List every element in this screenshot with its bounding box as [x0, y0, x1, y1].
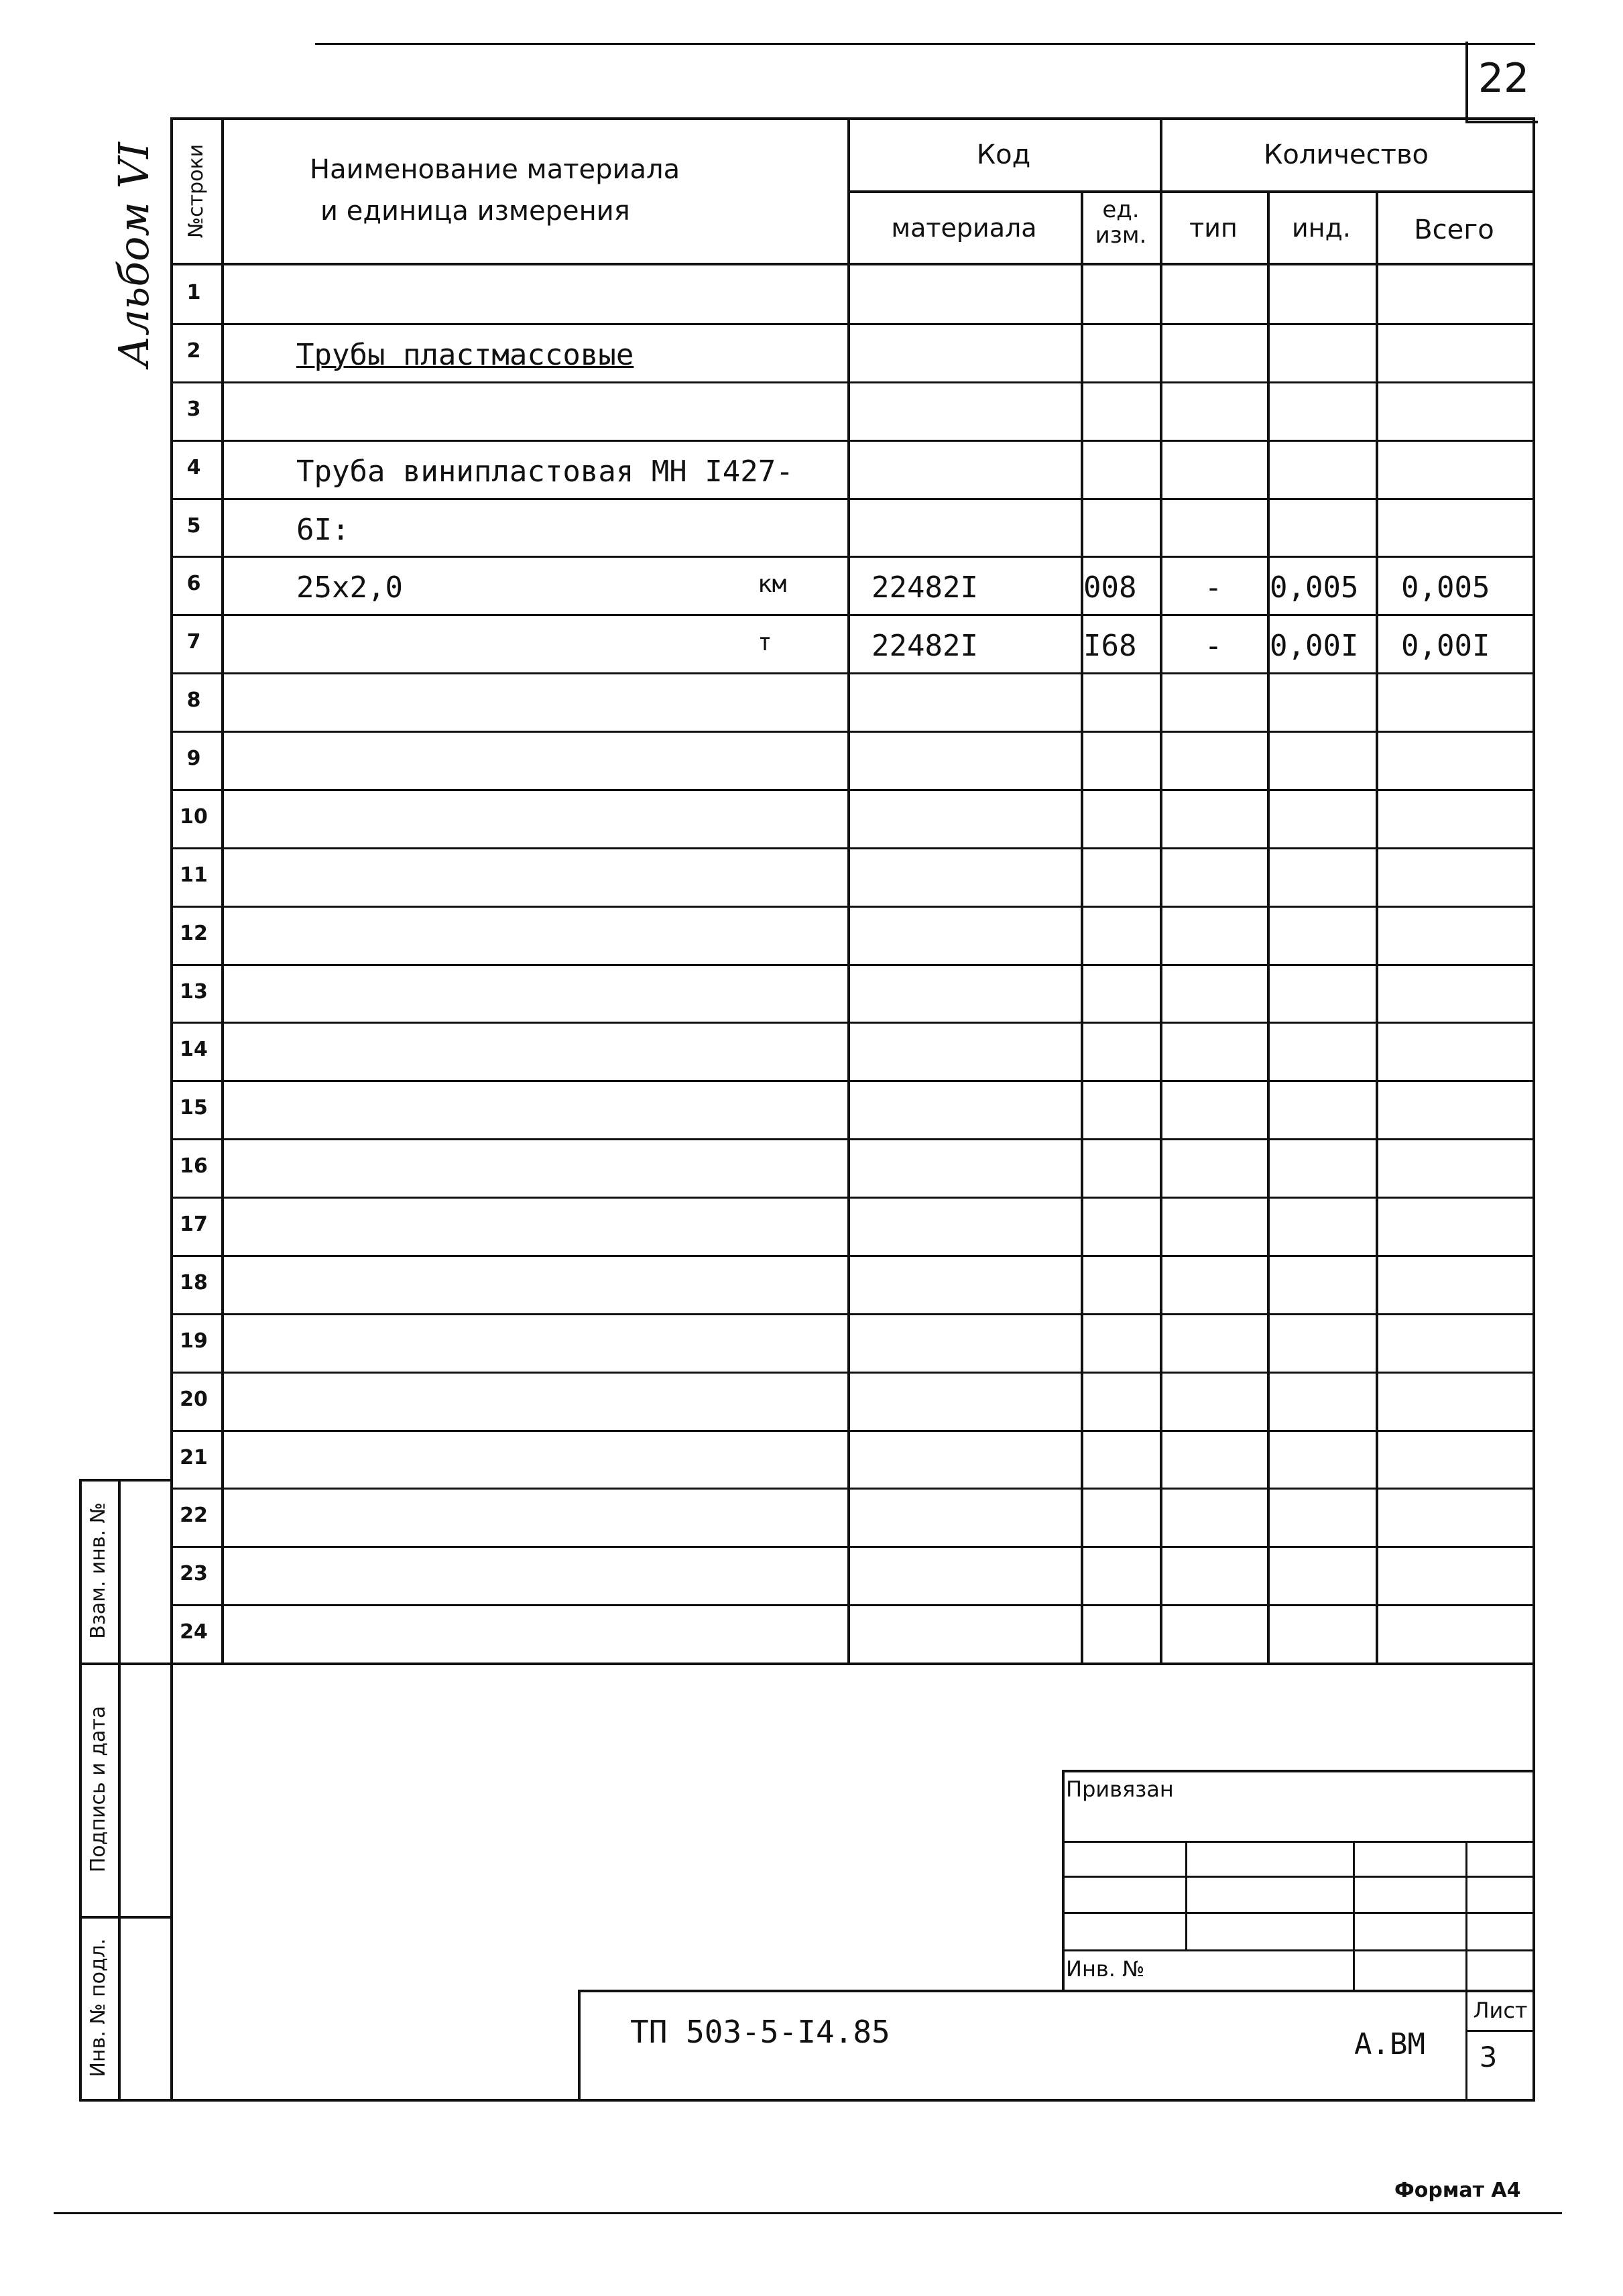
row-number: 20	[180, 1388, 208, 1411]
row-separator	[170, 1488, 1535, 1490]
row-separator	[170, 556, 1535, 558]
stamp-col-3	[1465, 1841, 1467, 2099]
row-separator	[170, 1313, 1535, 1315]
stamp-line-2	[1062, 1876, 1535, 1878]
row-number: 18	[180, 1271, 208, 1294]
row-number: 12	[180, 922, 208, 945]
row-unit: 008	[1083, 570, 1137, 605]
row-type: -	[1204, 629, 1223, 663]
row-number: 1	[186, 281, 201, 304]
row-separator	[170, 498, 1535, 500]
row-number: 23	[180, 1562, 208, 1585]
header-quantity: Количество	[1263, 139, 1429, 170]
table-right-border	[1532, 117, 1535, 2102]
stamp-top	[1062, 1770, 1535, 1772]
header-total: Всего	[1414, 215, 1494, 245]
row-separator	[170, 789, 1535, 791]
header-type: тип	[1189, 213, 1238, 243]
row-number: 19	[180, 1329, 208, 1353]
header-bottom	[170, 263, 1535, 265]
label-vzam-inv: Взам. инв. №	[86, 1502, 110, 1639]
row-separator	[170, 731, 1535, 733]
side-frame-mid	[118, 1479, 121, 2102]
stamp-left	[1062, 1770, 1065, 1991]
row-separator	[170, 1080, 1535, 1082]
row-number: 5	[186, 514, 201, 538]
row-number: 3	[186, 398, 201, 421]
row-separator	[170, 1255, 1535, 1257]
side-frame-left	[79, 1479, 82, 2102]
row-number: 21	[180, 1446, 208, 1469]
stamp-sheet-no: 3	[1479, 2041, 1498, 2073]
table-top-border	[170, 117, 1535, 120]
row-number: 10	[180, 805, 208, 829]
top-rule	[315, 43, 1535, 45]
row-number: 7	[186, 630, 201, 654]
col-line-unit	[1081, 190, 1083, 1663]
label-podpis-data: Подпись и дата	[86, 1705, 110, 1873]
stamp-line-1	[1062, 1841, 1535, 1843]
row-separator	[170, 381, 1535, 383]
stamp-doc-code: ТП 503-5-I4.85	[630, 2014, 890, 2050]
row-separator	[170, 323, 1535, 325]
header-name-line1: Наименование материала	[310, 154, 680, 185]
table-body-bottom	[170, 1663, 1535, 1665]
row-type: -	[1204, 570, 1223, 605]
row-number: 9	[186, 747, 201, 770]
header-material: материала	[891, 213, 1037, 243]
col-line-total	[1376, 190, 1378, 1663]
header-mid	[847, 190, 1535, 193]
row-number: 2	[186, 339, 201, 363]
header-ind: инд.	[1292, 213, 1351, 243]
row-separator	[170, 1430, 1535, 1432]
side-frame-top	[79, 1479, 170, 1482]
row-name: Труба винипластовая МН I427-	[296, 455, 794, 489]
row-code: 22482I	[871, 570, 978, 605]
album-label: Альбом VI	[109, 142, 158, 367]
row-unit-name: км	[758, 570, 787, 598]
stamp-line-3	[1062, 1912, 1535, 1914]
row-number: 6	[186, 572, 201, 595]
row-separator	[170, 1372, 1535, 1374]
row-unit-name: т	[758, 629, 772, 656]
row-total: 0,005	[1401, 570, 1490, 605]
stamp-col-1	[1185, 1841, 1187, 1949]
header-name-line2: и единица измерения	[320, 196, 630, 227]
header-unit: ед. изм.	[1095, 196, 1147, 249]
stamp-privyazan: Привязан	[1066, 1776, 1174, 1802]
footer-rule	[54, 2212, 1562, 2214]
row-separator	[170, 906, 1535, 908]
col-line-ind	[1267, 190, 1270, 1663]
stamp-inv-no: Инв. №	[1066, 1956, 1145, 1982]
row-separator	[170, 1022, 1535, 1024]
row-name: 25х2,0	[296, 570, 403, 605]
row-number: 14	[180, 1038, 208, 1061]
row-separator	[170, 964, 1535, 966]
row-number: 8	[186, 688, 201, 712]
row-separator	[170, 847, 1535, 849]
stamp-line-4	[1062, 1949, 1535, 1951]
stamp-sheet-label: Лист	[1473, 1998, 1528, 2023]
row-number: 17	[180, 1213, 208, 1236]
row-separator	[170, 1546, 1535, 1548]
row-separator	[170, 1138, 1535, 1140]
row-separator	[170, 440, 1535, 442]
stamp-main-left	[578, 1990, 581, 2102]
side-sep-1	[79, 1663, 170, 1665]
row-code: 22482I	[871, 629, 978, 663]
row-ind: 0,00I	[1270, 629, 1359, 663]
row-number: 11	[180, 863, 208, 887]
page-number: 22	[1478, 55, 1530, 102]
stamp-section: А.ВМ	[1354, 2027, 1425, 2061]
side-frame-bottom	[79, 2099, 1535, 2102]
row-separator	[170, 672, 1535, 674]
stamp-main-top	[578, 1990, 1535, 1992]
row-separator	[170, 1197, 1535, 1199]
label-inv-podl: Инв. № подл.	[86, 1938, 110, 2077]
row-unit: I68	[1083, 629, 1137, 663]
stamp-col-2	[1353, 1841, 1355, 1991]
row-separator	[170, 1604, 1535, 1606]
row-number: 24	[180, 1620, 208, 1644]
row-ind: 0,005	[1270, 570, 1359, 605]
row-number: 22	[180, 1504, 208, 1527]
header-row-no: №строки	[184, 143, 208, 239]
header-code: Код	[976, 139, 1031, 170]
row-name: 6I:	[296, 513, 350, 547]
row-number: 13	[180, 980, 208, 1004]
format-label: Формат А4	[1394, 2179, 1521, 2202]
row-number: 4	[186, 456, 201, 479]
row-separator	[170, 614, 1535, 616]
row-number: 15	[180, 1096, 208, 1120]
row-number: 16	[180, 1154, 208, 1178]
row-total: 0,00I	[1401, 629, 1490, 663]
stamp-sheet-sep	[1465, 2030, 1535, 2032]
row-name: Трубы пластмассовые	[296, 338, 634, 372]
